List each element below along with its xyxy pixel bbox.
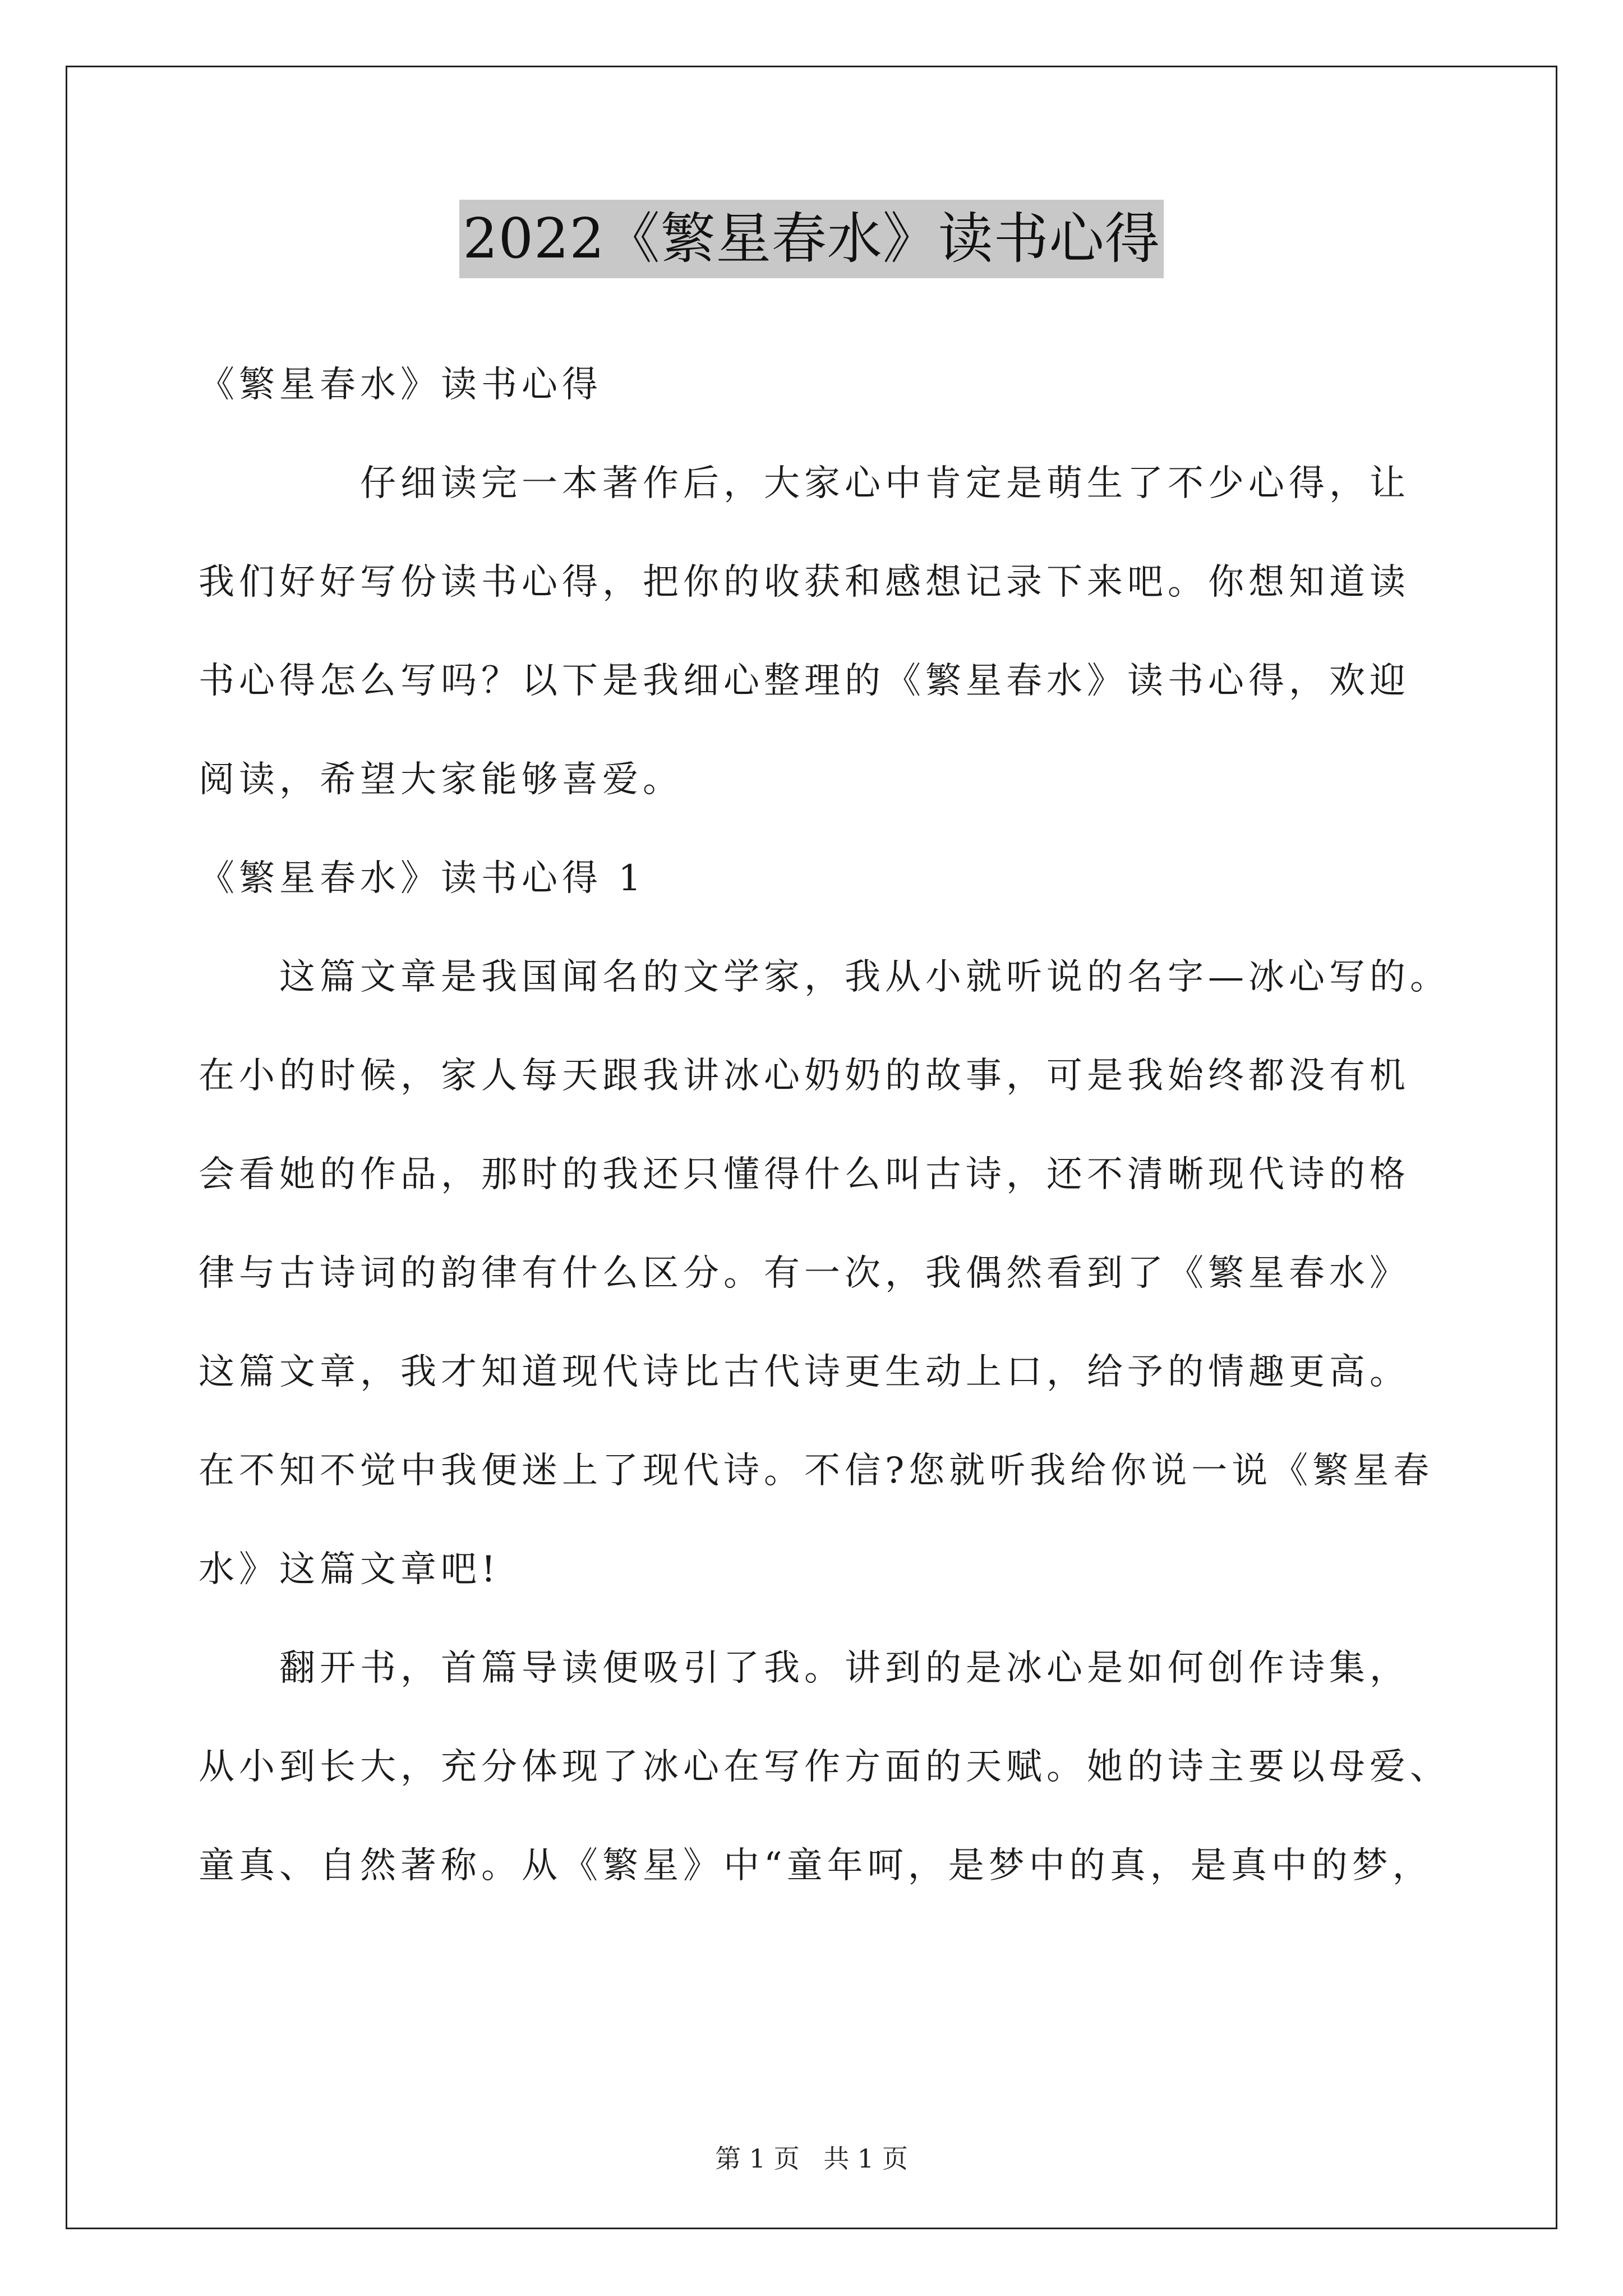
title-container bbox=[0, 200, 1623, 278]
text-line: 这篇文章，我才知道现代诗比古代诗更生动上口，给予的情趣更高。 bbox=[199, 1351, 1410, 1393]
text-line: 阅读，希望大家能够喜爱。 bbox=[199, 759, 683, 800]
text-line: 我们好好写份读书心得，把你的收获和感想记录下来吧。你想知道读 bbox=[199, 562, 1410, 603]
text-line: 《繁星春水》读书心得 bbox=[199, 364, 602, 406]
text-line: 律与古诗词的韵律有什么区分。有一次，我偶然看到了《繁星春水》 bbox=[199, 1253, 1410, 1294]
text-line: 在不知不觉中我便迷上了现代诗。不信?您就听我给你说一说《繁星春 bbox=[199, 1450, 1434, 1492]
text-line: 这篇文章是我国闻名的文学家，我从小就听说的名字—冰心写的。 bbox=[199, 956, 1450, 998]
page-total: 共 1 页 bbox=[823, 2143, 908, 2174]
document-body bbox=[199, 335, 1460, 1915]
text-line: 在小的时候，家人每天跟我讲冰心奶奶的故事，可是我始终都没有机 bbox=[199, 1055, 1410, 1097]
text-line: 翻开书，首篇导读便吸引了我。讲到的是冰心是如何创作诗集， bbox=[199, 1648, 1410, 1689]
text-line: 会看她的作品，那时的我还只懂得什么叫古诗，还不清晰现代诗的格 bbox=[199, 1154, 1410, 1195]
page-footer bbox=[0, 2138, 1623, 2175]
text-line: 仔细读完一本著作后，大家心中肯定是萌生了不少心得，让 bbox=[199, 463, 1410, 504]
text-line: 书心得怎么写吗？以下是我细心整理的《繁星春水》读书心得，欢迎 bbox=[199, 660, 1410, 702]
document-title: 2022《繁星春水》读书心得 bbox=[459, 200, 1163, 278]
page-number: 第 1 页 bbox=[715, 2143, 800, 2174]
text-line: 童真、自然著称。从《繁星》中“童年呵，是梦中的真，是真中的梦， bbox=[199, 1845, 1433, 1887]
text-line: 从小到长大，充分体现了冰心在写作方面的天赋。她的诗主要以母爱、 bbox=[199, 1746, 1450, 1788]
text-line: 水》这篇文章吧! bbox=[199, 1549, 500, 1590]
text-line: 《繁星春水》读书心得 1 bbox=[199, 858, 646, 899]
